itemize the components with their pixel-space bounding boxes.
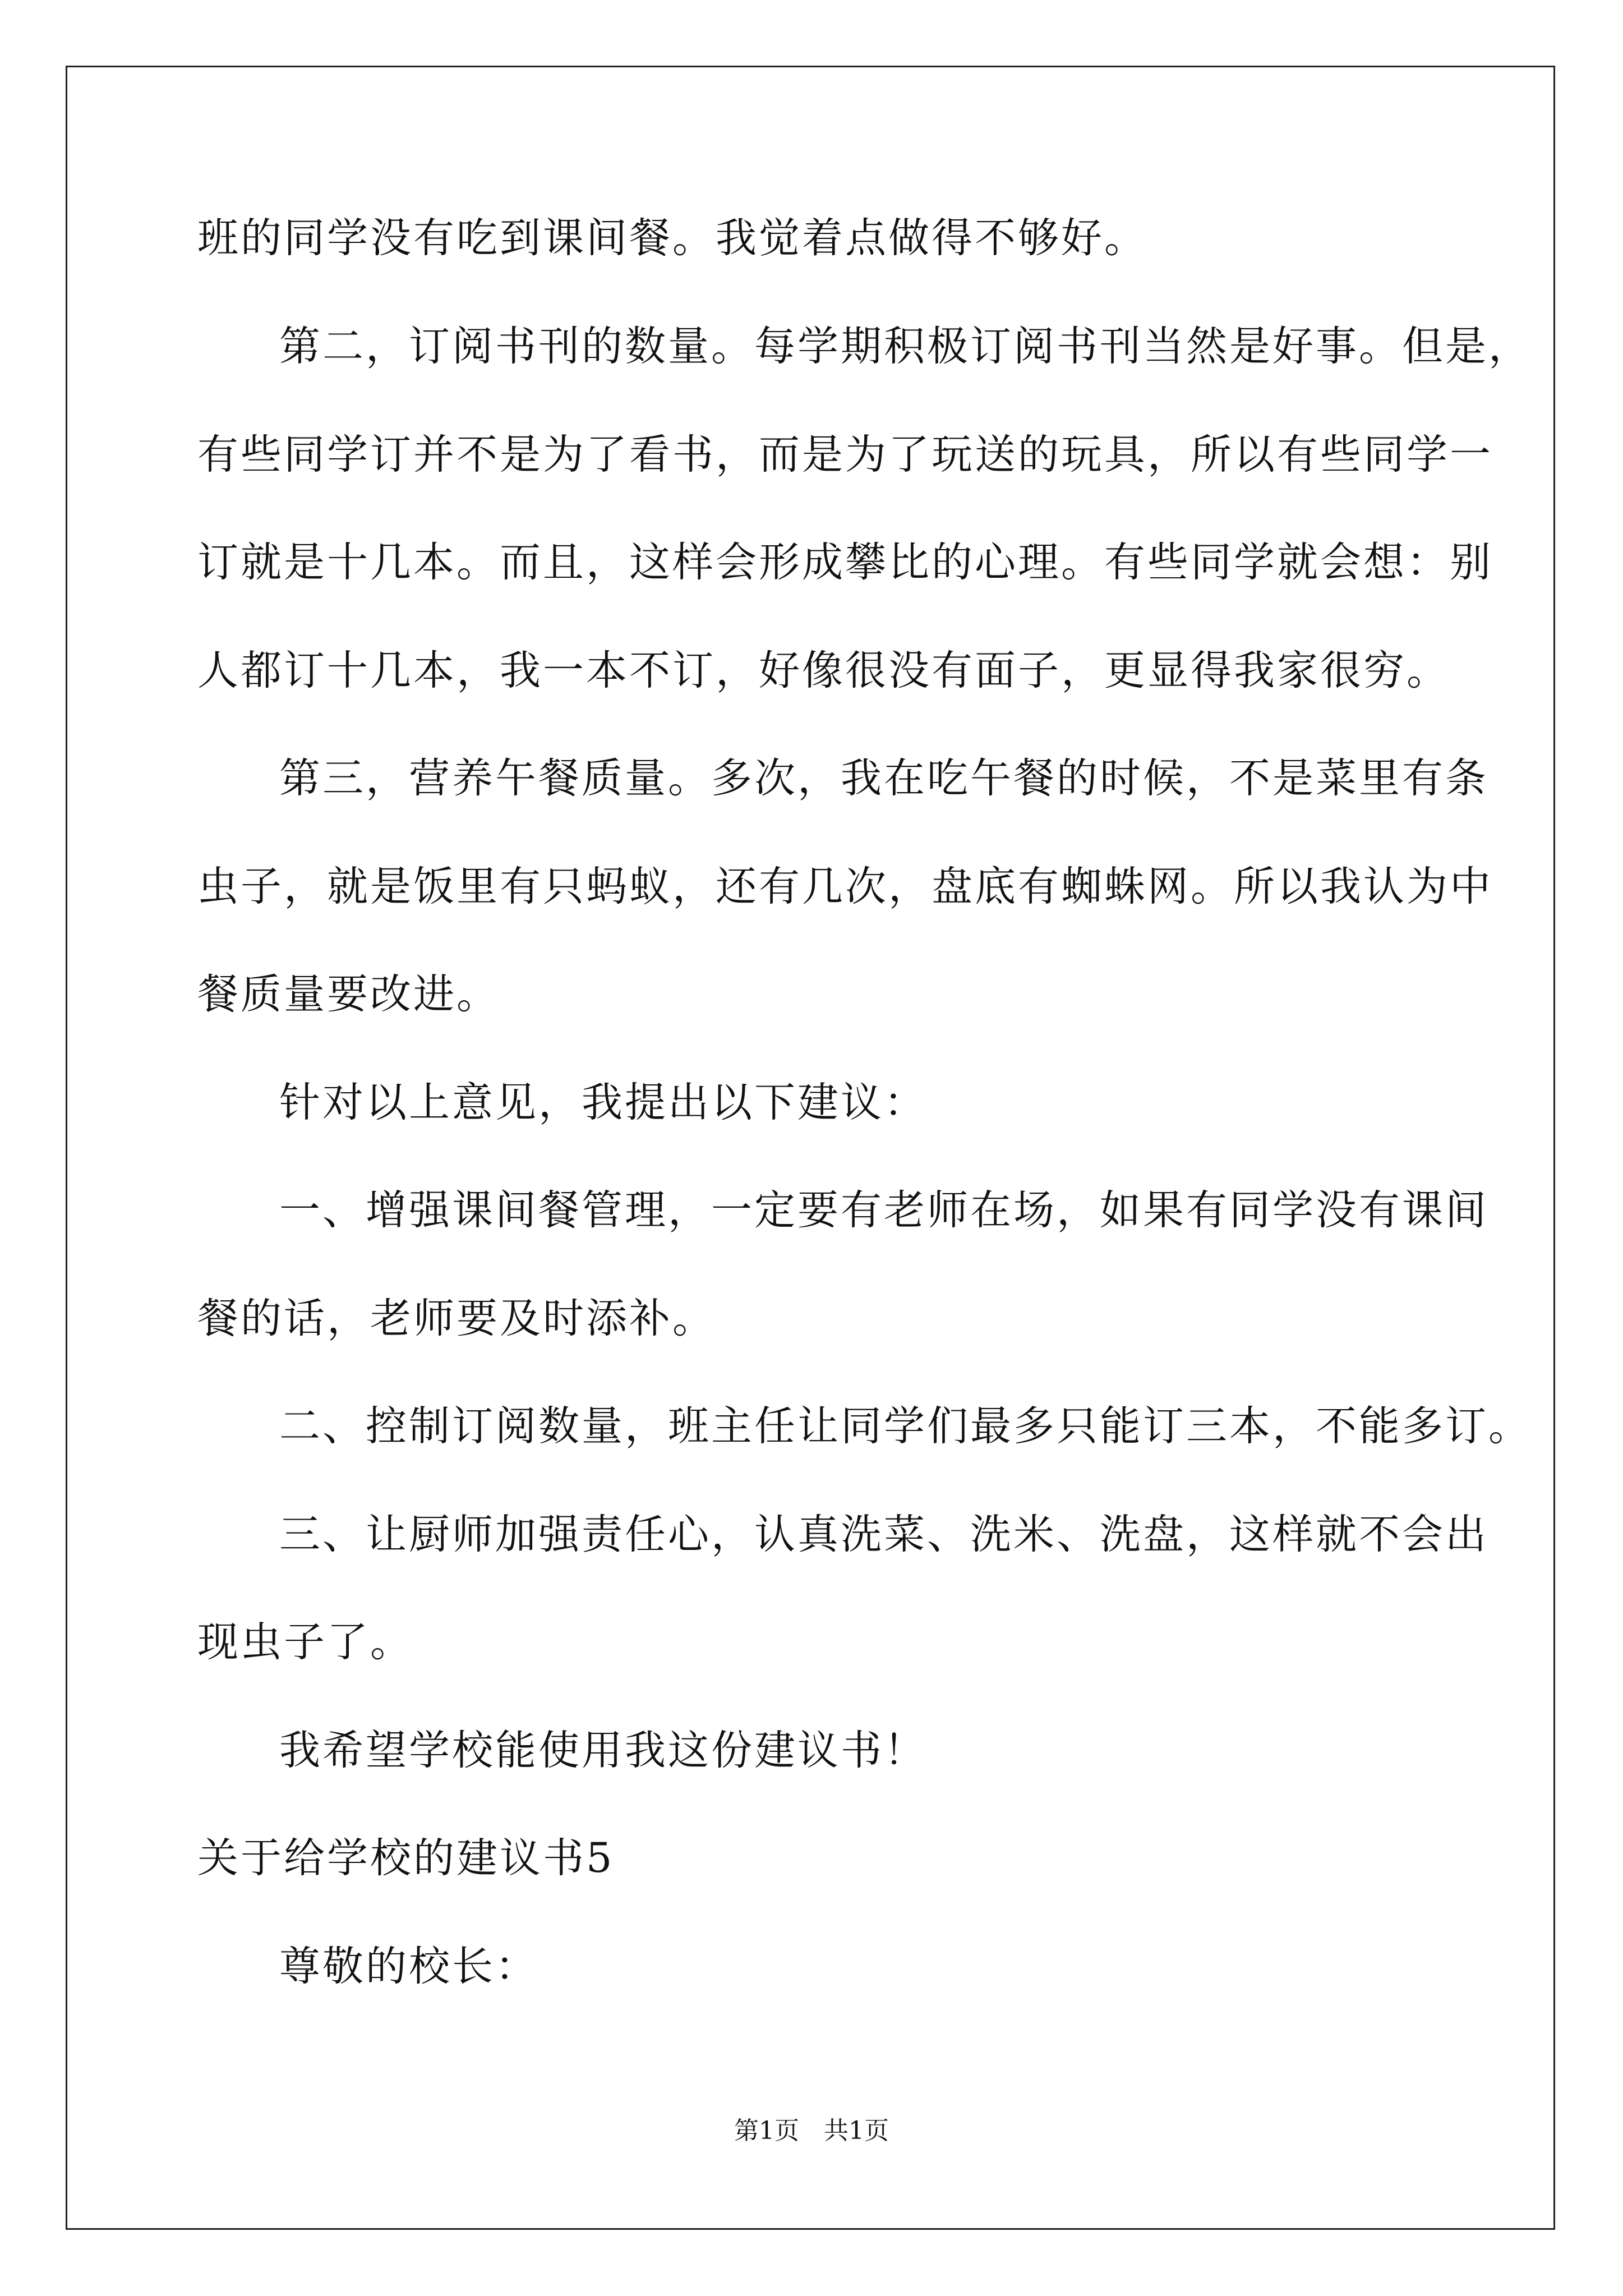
- text-line-12: 二、控制订阅数量，班主任让同学们最多只能订三本，不能多订。: [279, 1402, 1532, 1450]
- text-line-5: 人都订十几本，我一本不订，好像很没有面子，更显得我家很穷。: [197, 647, 1450, 694]
- text-line-4: 订就是十几本。而且，这样会形成攀比的心理。有些同学就会想：别: [197, 539, 1493, 586]
- text-line-14: 现虫子了。: [197, 1618, 413, 1666]
- text-line-6: 第三，营养午餐质量。多次，我在吃午餐的时候，不是菜里有条: [279, 754, 1488, 802]
- text-line-8: 餐质量要改进。: [197, 970, 500, 1018]
- text-line-9: 针对以上意见，我提出以下建议：: [279, 1079, 927, 1126]
- salutation: 尊敬的校长：: [279, 1943, 538, 1990]
- page-footer: 第1页 共1页: [734, 2116, 889, 2145]
- text-line-7: 虫子，就是饭里有只蚂蚁，还有几次，盘底有蜘蛛网。所以我认为中: [197, 863, 1493, 910]
- text-line-3: 有些同学订并不是为了看书，而是为了玩送的玩具，所以有些同学一: [197, 431, 1493, 478]
- text-line-15: 我希望学校能使用我这份建议书！: [279, 1727, 927, 1774]
- text-line-1: 班的同学没有吃到课间餐。我觉着点做得不够好。: [197, 214, 1147, 262]
- text-line-11: 餐的话，老师要及时添补。: [197, 1295, 716, 1342]
- page-border: [66, 66, 1555, 2230]
- text-line-2: 第二，订阅书刊的数量。每学期积极订阅书刊当然是好事。但是，: [279, 323, 1532, 370]
- text-line-10: 一、增强课间餐管理，一定要有老师在场，如果有同学没有课间: [279, 1186, 1488, 1234]
- text-line-13: 三、让厨师加强责任心，认真洗菜、洗米、洗盘，这样就不会出: [279, 1511, 1488, 1558]
- section-heading: 关于给学校的建议书5: [197, 1834, 615, 1882]
